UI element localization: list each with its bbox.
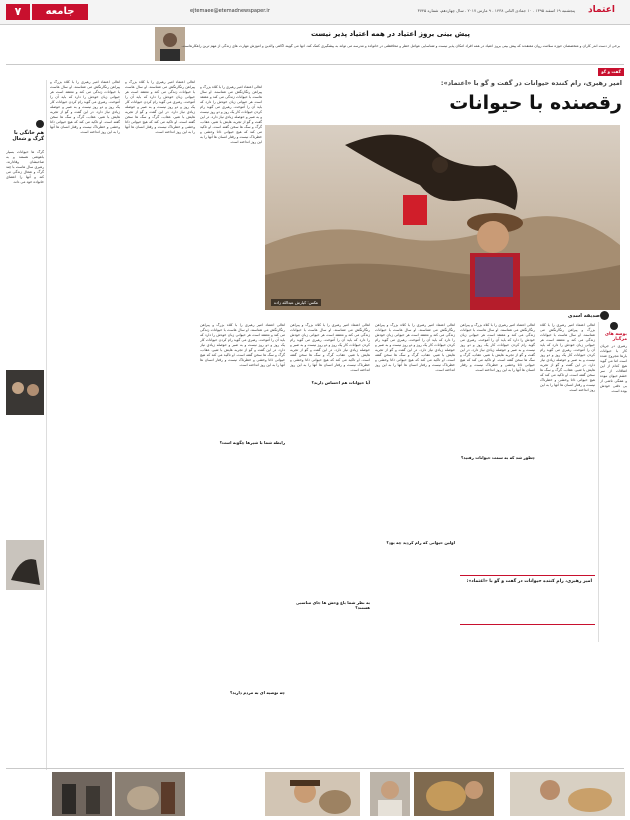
- left-sidebar-photo-2: [6, 540, 44, 590]
- main-column-d: اهالی اعتماد امیر رهبری را با کلاه بزرگ و پیراهن رنگارنگش می شناسند. او سال هاست با حیوانات زندگی می کند و معتقد است هر حیوانی زبان خودش را دارد که باید آن را آموخت. رهبری می گوید رام کردن حیوانات کار یک روز و دو روز نیست و به صبر و حوصله زیادی نیاز دارد. در این گفت و گو از تجربه هایش با شیر، عقاب، گرگ و سگ ها سخن گفته است. او تاکید می کند که هیچ حیوانی ذاتا وحشی و خطرناک نیست و رفتار انسان ها آنها را به این روز انداخته است.: [290, 323, 370, 372]
- newspaper-logo: اعتماد: [588, 5, 615, 15]
- bottom-photo-6: [510, 772, 625, 816]
- page-number: ۷: [6, 4, 30, 20]
- pull-quote: [460, 575, 595, 625]
- right-sidebar-body: رهبری در جریان کار با حیوانات بارها مجروح شده است اما می گوید هیچ کدام از این اتفاقات از سر خشم حیوان نبوده و همگی ناشی از بی دقتی خودش بوده است.: [600, 344, 627, 393]
- left-sidebar-body: گرگ ها حیوانات بسیار باهوشی هستند و به صاحبشان وفادارند. رهبری سال هاست با چند گرگ و شغال زندگی می کند و آنها را اعضای خانواده خود می داند.: [6, 150, 44, 184]
- left-column-2: اهالی اعتماد امیر رهبری را با کلاه بزرگ و پیراهن رنگارنگش می شناسند. او سال هاست با حیوانات زندگی می کند و معتقد است هر حیوانی زبان خودش را دارد که باید آن را آموخت. رهبری می گوید رام کردن حیوانات کار یک روز و دو روز نیست و به صبر و حوصله زیادی نیاز دارد. در این گفت و گو از تجربه هایش با شیر، عقاب، گرگ و سگ ها سخن گفته است. او تاکید می کند که هیچ حیوانی ذاتا وحشی و خطرناک نیست و رفتار انسان ها آنها را به این روز انداخته است.: [50, 80, 120, 134]
- top-story-headline: پیش بینی بروز اعتیاد در همه اعتیاد پذیر نیست: [311, 30, 470, 38]
- pull-quote-text: امیر رهبری، رام کننده حیوانات در گفت و گو با «اعتماد»:: [466, 579, 592, 584]
- photo-caption: عکس: کیارش عبدالله زاده: [271, 299, 321, 306]
- main-photo: [265, 125, 620, 310]
- question-4: رابطه شما با شیرها چگونه است؟: [219, 440, 285, 445]
- question-1: چطور شد که به سمت حیوانات رفتید؟: [461, 455, 535, 460]
- right-sidebar: [598, 322, 627, 642]
- section-email: ejtemaee@etemadnewspaper.ir: [190, 8, 270, 14]
- bottom-photo-5: [414, 772, 494, 816]
- main-kicker: امیر رهبری، رام کننده حیوانات در گفت و گو با «اعتماد»:: [440, 79, 622, 87]
- left-sidebar-title: هم خانگی با گرگ و شغال: [12, 130, 44, 142]
- bottom-photo-3: [265, 772, 360, 816]
- left-sidebar: [4, 80, 47, 770]
- section-badge: جامعه: [32, 4, 88, 20]
- question-6: چه توصیه ای به مردم دارید؟: [230, 690, 285, 695]
- section-tag: گفت و گو: [598, 68, 624, 76]
- right-sidebar-icon: [610, 322, 618, 330]
- main-column-b: اهالی اعتماد امیر رهبری را با کلاه بزرگ و پیراهن رنگارنگش می شناسند. او سال هاست با حیوانات زندگی می کند و معتقد است هر حیوانی زبان خودش را دارد که باید آن را آموخت. رهبری می گوید رام کردن حیوانات کار یک روز و دو روز نیست و به صبر و حوصله زیادی نیاز دارد. در این گفت و گو از تجربه هایش با شیر، عقاب، گرگ و سگ ها سخن گفته است. او تاکید می کند که هیچ حیوانی ذاتا وحشی و خطرناک نیست و رفتار انسان ها آنها را به این روز انداخته است.: [460, 323, 535, 372]
- question-2: اولین حیوانی که رام کردید چه بود؟: [386, 540, 455, 545]
- divider: [6, 64, 624, 65]
- question-5: به نظر شما باغ وحش ها جای مناسبی هستند؟: [296, 600, 370, 610]
- issue-line: پنجشنبه ۱۹ اسفند ۱۳۹۵ . ۱۰ جمادی الثانی ۱۴۳۸ . ۹ مارس ۲۰۱۷ . سال چهاردهم، شماره ۳۷۴۵: [417, 8, 575, 13]
- left-column-1: اهالی اعتماد امیر رهبری را با کلاه بزرگ و پیراهن رنگارنگش می شناسند. او سال هاست با حیوانات زندگی می کند و معتقد است هر حیوانی زبان خودش را دارد که باید آن را آموخت. رهبری می گوید رام کردن حیوانات کار یک روز و دو روز نیست و به صبر و حوصله زیادی نیاز دارد. در این گفت و گو از تجربه هایش با شیر، عقاب، گرگ و سگ ها سخن گفته است. او تاکید می کند که هیچ حیوانی ذاتا وحشی و خطرناک نیست و رفتار انسان ها آنها را به این روز انداخته است.: [125, 80, 195, 134]
- right-sidebar-title: بوسه های مرگبار: [604, 332, 627, 342]
- main-column-a: اهالی اعتماد امیر رهبری را با کلاه بزرگ و پیراهن رنگارنگش می شناسند. او سال هاست با حیوانات زندگی می کند و معتقد است هر حیوانی زبان خودش را دارد که باید آن را آموخت. رهبری می گوید رام کردن حیوانات کار یک روز و دو روز نیست و به صبر و حوصله زیادی نیاز دارد. در این گفت و گو از تجربه هایش با شیر، عقاب، گرگ و سگ ها سخن گفته است. او تاکید می کند که هیچ حیوانی ذاتا وحشی و خطرناک نیست و رفتار انسان ها آنها را به این روز انداخته است.: [540, 323, 595, 392]
- left-sidebar-icon: [36, 120, 44, 128]
- main-column-c: اهالی اعتماد امیر رهبری را با کلاه بزرگ و پیراهن رنگارنگش می شناسند. او سال هاست با حیوانات زندگی می کند و معتقد است هر حیوانی زبان خودش را دارد که باید آن را آموخت. رهبری می گوید رام کردن حیوانات کار یک روز و دو روز نیست و به صبر و حوصله زیادی نیاز دارد. در این گفت و گو از تجربه هایش با شیر، عقاب، گرگ و سگ ها سخن گفته است. او تاکید می کند که هیچ حیوانی ذاتا وحشی و خطرناک نیست و رفتار انسان ها آنها را به این روز انداخته است.: [375, 323, 455, 372]
- masthead: [0, 0, 630, 25]
- bottom-photo-4: [370, 772, 410, 816]
- left-sidebar-photo-1: [6, 370, 44, 415]
- main-column-e: اهالی اعتماد امیر رهبری را با کلاه بزرگ و پیراهن رنگارنگش می شناسند. او سال هاست با حیوانات زندگی می کند و معتقد است هر حیوانی زبان خودش را دارد که باید آن را آموخت. رهبری می گوید رام کردن حیوانات کار یک روز و دو روز نیست و به صبر و حوصله زیادی نیاز دارد. در این گفت و گو از تجربه هایش با شیر، عقاب، گرگ و سگ ها سخن گفته است. او تاکید می کند که هیچ حیوانی ذاتا وحشی و خطرناک نیست و رفتار انسان ها آنها را به این روز انداخته است.: [200, 323, 285, 367]
- bottom-divider: [6, 768, 624, 769]
- byline-icon: [600, 311, 609, 320]
- bottom-photo-2: [115, 772, 185, 816]
- question-3: آیا حیوانات هم احساس دارند؟: [311, 380, 370, 385]
- byline: صدیقه اسدی: [567, 313, 600, 319]
- bottom-photo-1: [52, 772, 112, 816]
- main-headline: رقصنده با حیوانات: [449, 92, 622, 114]
- top-story-body: برخی از دست اندر کاران و متخصصان حوزه سلامت روان معتقدند که پیش بینی بروز اعتیاد در همه افراد امکان پذیر نیست و شناسایی عوامل خطر و محافظتی در خانواده و مدرسه می تواند به پیشگیری کمک کند. آنها می گویند آگاهی والدین و آموزش مهارت های زندگی از مهم ترین راهکارهاست.: [181, 44, 620, 48]
- main-intro: اهالی اعتماد امیر رهبری را با کلاه بزرگ و پیراهن رنگارنگش می شناسند. او سال هاست با حیوانات زندگی می کند و معتقد است هر حیوانی زبان خودش را دارد که باید آن را آموخت. رهبری می گوید رام کردن حیوانات کار یک روز و دو روز نیست و به صبر و حوصله زیادی نیاز دارد. در این گفت و گو از تجربه هایش با شیر، عقاب، گرگ و سگ ها سخن گفته است. او تاکید می کند که هیچ حیوانی ذاتا وحشی و خطرناک نیست و رفتار انسان ها آنها را به این روز انداخته است.: [200, 85, 262, 144]
